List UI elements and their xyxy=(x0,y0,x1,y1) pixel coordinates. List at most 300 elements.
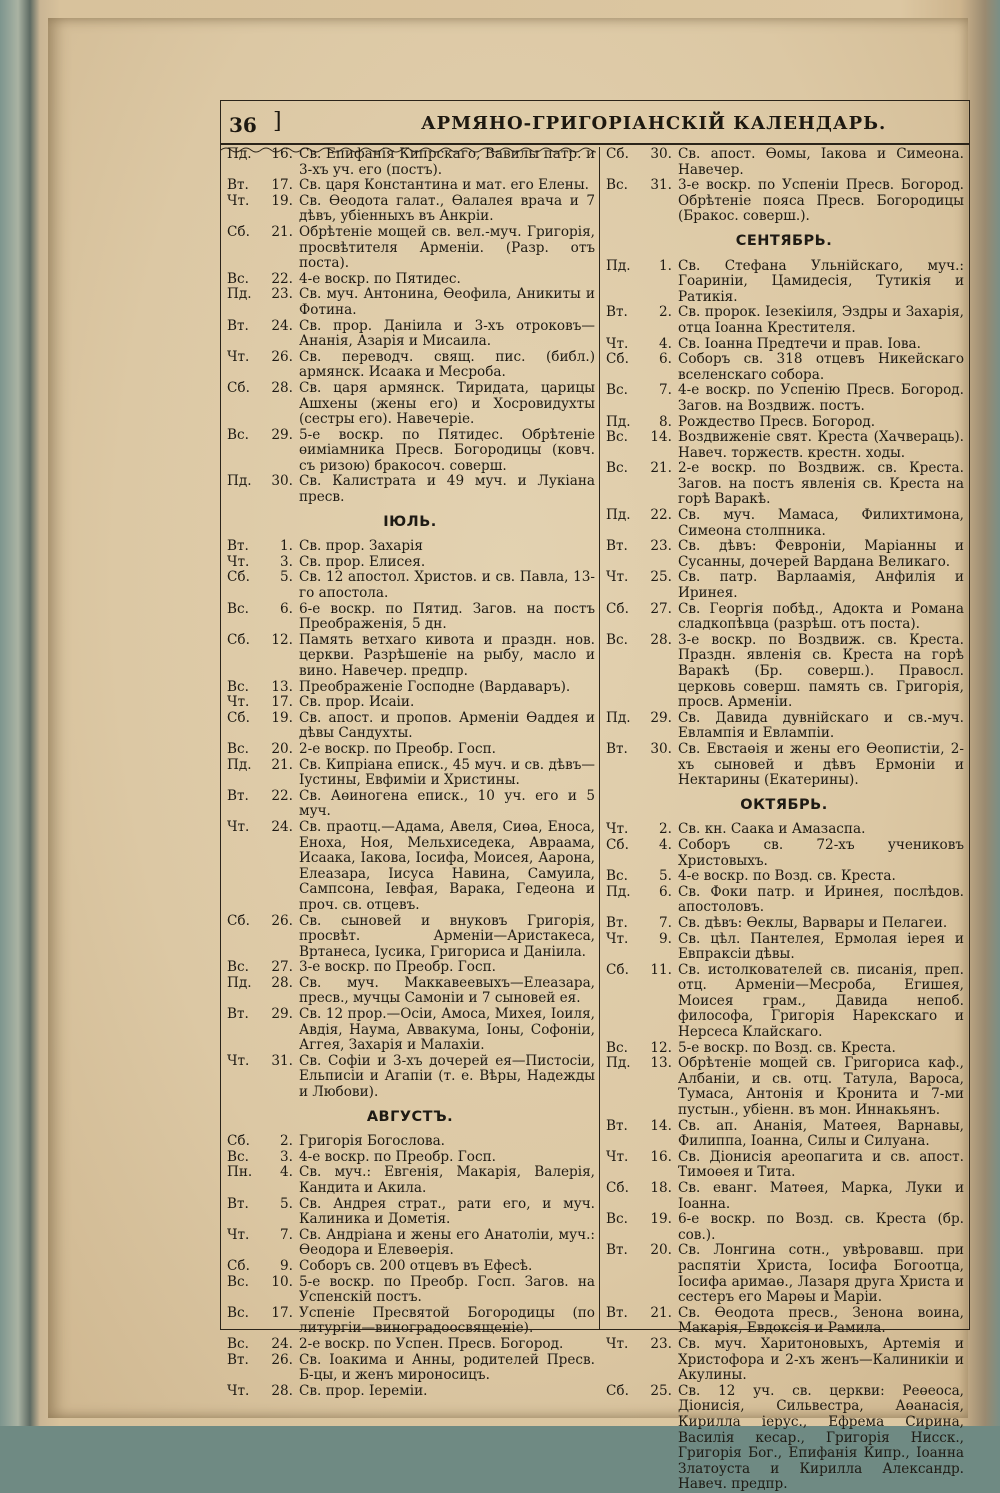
entry-weekday: Сб. xyxy=(227,569,250,586)
entry-weekday: Сб. xyxy=(606,146,629,162)
entry-text: Память ветхаго кивота и праздн. нов. церкви. Разрѣшеніе на рыбу, масло и вино. Навечер. предпр. xyxy=(299,631,595,679)
calendar-entry xyxy=(221,1054,599,1101)
entry-date: 8. xyxy=(659,413,672,430)
calendar-entry xyxy=(221,539,599,555)
calendar-entry xyxy=(600,337,968,353)
entry-text: Св. 12 апостол. Христов. и св. Павла, 13-го апостола. xyxy=(299,569,595,602)
entry-weekday: Сб. xyxy=(606,836,629,853)
entry-text: Св. Давида дувнійскаго и св.-муч. Евлампія и Евлампіи. xyxy=(678,709,964,742)
entry-weekday: Пд. xyxy=(606,1055,631,1072)
entry-date: 29. xyxy=(650,709,672,726)
entry-date: 20. xyxy=(650,1242,672,1259)
entry-text: Св. Кипріана еписк., 45 муч. и св. дѣвъ— Іустины, Евфиміи и Христины. xyxy=(299,756,595,789)
left-column xyxy=(221,146,600,1399)
calendar-entry xyxy=(221,633,599,680)
entry-weekday: Пн. xyxy=(227,1164,253,1181)
calendar-entry xyxy=(600,383,968,414)
entry-date: 21. xyxy=(271,223,293,240)
entry-text: Св. прор. Захарія xyxy=(299,538,423,555)
entry-date: 5. xyxy=(659,868,672,885)
entry-date: 28. xyxy=(271,974,293,991)
calendar-entry xyxy=(221,555,599,571)
entry-date: 21. xyxy=(271,756,293,773)
entry-weekday: Пд. xyxy=(227,756,252,773)
entry-text: Св. патр. Варлаамія, Анфилія и Иринея. xyxy=(678,569,964,602)
month-heading: ІЮЛЬ. xyxy=(383,513,437,530)
calendar-entry xyxy=(221,272,599,288)
entry-date: 17. xyxy=(271,177,293,194)
entry-weekday: Вт. xyxy=(227,177,249,194)
calendar-entry xyxy=(600,1181,968,1212)
calendar-entry xyxy=(221,1007,599,1054)
entry-date: 23. xyxy=(650,538,672,555)
calendar-entry xyxy=(600,539,968,570)
calendar-entry xyxy=(600,305,968,336)
entry-text: Св. 12 прор.—Осіи, Амоса, Михея, Іоиля, Авдія, Наума, Аввакума, Іоны, Софоніи, Аггея, Захарія и Малахіи. xyxy=(299,1006,595,1054)
entry-weekday: Пд. xyxy=(227,146,252,162)
calendar-entry xyxy=(600,885,968,916)
entry-weekday: Чт. xyxy=(227,553,250,570)
entry-text: 2-е воскр. по Преобр. Госп. xyxy=(299,740,496,757)
entry-text: Св. дѣвъ: Февроніи, Маріанны и Сусанны, дочерей Вардана Великаго. xyxy=(678,538,964,570)
calendar-entry xyxy=(221,976,599,1007)
entry-date: 16. xyxy=(271,146,293,162)
entry-text: Св. сыновей и внуковъ Григорія, просвѣт. Арменіи—Аристакеса, Вртанеса, Іусика, Григориса и Даніила. xyxy=(299,912,595,960)
entry-text: Св. Лонгина сотн., увѣровавш. при распятіи Христа, Іосифа Богоотца, Іосифа аримаө., Лазаря друга Христа и сестеръ его Марөы и Маріи. xyxy=(678,1242,964,1306)
entry-weekday: Вт. xyxy=(606,538,628,555)
entry-weekday: Чт. xyxy=(227,1226,250,1243)
entry-weekday: Вт. xyxy=(227,787,249,804)
calendar-entry xyxy=(600,916,968,932)
calendar-entry xyxy=(221,194,599,225)
calendar-entry xyxy=(600,633,968,711)
month-heading: ОКТЯБРЬ. xyxy=(740,796,828,813)
entry-date: 3. xyxy=(280,1148,293,1165)
entry-weekday: Пд. xyxy=(606,709,631,726)
entry-date: 22. xyxy=(271,787,293,804)
entry-text: Св. Іоакима и Анны, родителей Пресв. Б-цы, и женъ мироносицъ. xyxy=(299,1351,595,1384)
entry-date: 19. xyxy=(650,1211,672,1228)
entry-text: 6-е воскр. по Возд. св. Креста (бр. сов.). xyxy=(678,1211,964,1243)
calendar-entry xyxy=(221,914,599,961)
calendar-entry xyxy=(600,1056,968,1118)
entry-text: Св. апост. Өомы, Іакова и Симеона. Навечер. xyxy=(678,146,964,178)
entry-weekday: Вт. xyxy=(606,1117,628,1134)
entry-weekday: Чт. xyxy=(606,1148,629,1165)
entry-weekday: Вс. xyxy=(227,740,249,757)
entry-weekday: Сб. xyxy=(227,1133,250,1150)
entry-date: 1. xyxy=(280,538,293,555)
entry-weekday: Вс. xyxy=(227,959,249,976)
entry-weekday: Вт. xyxy=(606,1242,628,1259)
entry-date: 1. xyxy=(659,257,672,274)
entry-weekday: Вт. xyxy=(606,740,628,757)
entry-text: Св. царя Константина и мат. его Елены. xyxy=(299,177,589,194)
entry-date: 3. xyxy=(280,553,293,570)
entry-text: Св. Өеодота галат., Өалалея врача и 7 дѣвъ, убіенныхъ въ Анкріи. xyxy=(299,192,595,225)
entry-weekday: Вс. xyxy=(227,678,249,695)
entry-text: Соборъ св. 200 отцевъ въ Ефесѣ. xyxy=(299,1257,533,1274)
entry-text: Св. переводч. свящ. пис. (библ.) армянск. Исаака и Месроба. xyxy=(299,348,595,381)
entry-text: 5-е воскр. по Пятидес. Обрѣтеніе өиміамника Пресв. Богородицы (ковч. съ ризою) бракосоч. соверш. xyxy=(299,426,595,474)
calendar-entry xyxy=(221,960,599,976)
calendar-entry xyxy=(600,742,968,789)
entry-text: Св. прор. Елисея. xyxy=(299,553,426,570)
entry-text: Св. Епифанія Кипрскаго, Вавилы патр. и 3-хъ уч. его (постъ). xyxy=(299,146,595,178)
calendar-entry xyxy=(600,1041,968,1057)
calendar-entry xyxy=(221,147,599,178)
entry-date: 30. xyxy=(271,473,293,490)
calendar-entry xyxy=(221,1197,599,1228)
calendar-entry xyxy=(600,430,968,461)
calendar-entry xyxy=(221,695,599,711)
calendar-entry xyxy=(221,319,599,350)
entry-weekday: Сб. xyxy=(606,1382,629,1399)
entry-text: Соборъ св. 318 отцевъ Никейскаго вселенскаго собора. xyxy=(678,351,964,383)
calendar-entry xyxy=(600,570,968,601)
calendar-entry xyxy=(221,1275,599,1306)
entry-weekday: Вс. xyxy=(606,429,628,446)
entry-date: 30. xyxy=(650,146,672,162)
entry-date: 26. xyxy=(271,1351,293,1368)
entry-weekday: Сб. xyxy=(606,600,629,617)
book-page xyxy=(48,18,968,1493)
entry-date: 6. xyxy=(280,600,293,617)
calendar-entry xyxy=(221,1259,599,1275)
page-number-bracket: ] xyxy=(273,109,282,134)
entry-weekday: Сб. xyxy=(606,1180,629,1196)
entry-text: Св. царя армянск. Тиридата, царицы Ашхены (жены его) и Хосровидухты (сестры его). Навечеріе. xyxy=(299,379,595,428)
entry-date: 21. xyxy=(650,460,672,477)
entry-date: 16. xyxy=(650,1148,672,1165)
calendar-entry xyxy=(221,1384,599,1400)
calendar-entry xyxy=(600,1306,968,1337)
calendar-entry xyxy=(221,1150,599,1166)
calendar-entry xyxy=(221,1337,599,1353)
entry-weekday: Пд. xyxy=(606,257,631,274)
calendar-entry xyxy=(600,1384,968,1493)
entry-text: Св. муч. Мамаса, Филихтимона, Симеона столпника. xyxy=(678,507,964,539)
entry-weekday: Вт. xyxy=(227,1351,249,1368)
entry-weekday: Вс. xyxy=(606,868,628,885)
entry-date: 9. xyxy=(280,1257,293,1274)
entry-date: 6. xyxy=(659,351,672,368)
entry-date: 14. xyxy=(650,429,672,446)
entry-text: Св. пророк. Іезекіиля, Эздры и Захарія, отца Іоанна Крестителя. xyxy=(678,304,964,336)
entry-text: Григорія Богослова. xyxy=(299,1133,446,1150)
month-heading: АВГУСТЪ. xyxy=(366,1108,454,1125)
entry-text: Св. муч.: Евгенія, Макарія, Валерія, Кандита и Акила. xyxy=(299,1164,595,1196)
entry-date: 31. xyxy=(271,1052,293,1069)
entry-weekday: Пд. xyxy=(227,473,252,490)
right-column xyxy=(600,146,968,1493)
entry-date: 24. xyxy=(271,1335,293,1352)
calendar-entry xyxy=(221,711,599,742)
entry-text: Св. муч. Антонина, Өеофила, Аникиты и Фотина. xyxy=(299,286,595,318)
calendar-entry xyxy=(221,742,599,758)
entry-weekday: Вс. xyxy=(606,1039,628,1056)
entry-text: 4-е воскр. по Пятидес. xyxy=(299,270,461,287)
entry-text: 3-е воскр. по Успеніи Пресв. Богород. Обрѣтеніе пояса Пресв. Богородицы (Бракос. соверш.). xyxy=(678,177,964,225)
calendar-entry xyxy=(600,711,968,742)
entry-weekday: Пд. xyxy=(606,507,631,524)
page-header xyxy=(221,101,969,145)
entry-weekday: Вс. xyxy=(227,1148,249,1165)
entry-weekday: Пд. xyxy=(227,286,252,303)
entry-weekday: Вс. xyxy=(606,631,628,648)
calendar-entry xyxy=(221,1353,599,1384)
calendar-entry xyxy=(600,1119,968,1150)
entry-date: 22. xyxy=(650,507,672,524)
entry-date: 7. xyxy=(659,382,672,399)
calendar-entry xyxy=(221,381,599,428)
entry-text: Св. дѣвъ: Өеклы, Варвары и Пелагеи. xyxy=(678,914,948,931)
calendar-entry xyxy=(600,932,968,963)
entry-weekday: Сб. xyxy=(606,351,629,368)
calendar-entry xyxy=(221,820,599,914)
entry-date: 19. xyxy=(271,192,293,209)
entry-text: Св. истолкователей св. писанія, преп. отц. Арменіи—Месроба, Егишея, Моисея грам., Давида непоб. философа, Григорія Нарекскаго и Нерсеса Клайскаго. xyxy=(678,961,964,1041)
calendar-entry xyxy=(600,461,968,508)
entry-text: Св. Калистрата и 49 муч. и Лукіана пресв. xyxy=(299,473,595,506)
entry-text: Св. прор. Іереміи. xyxy=(299,1382,428,1399)
entry-text: Воздвиженіе свят. Креста (Хачвераць). Навеч. торжеств. крестн. ходы. xyxy=(678,429,964,461)
calendar-entry xyxy=(600,147,968,178)
entry-weekday: Вт. xyxy=(606,914,628,931)
entry-text: Соборъ св. 72-хъ учениковъ Христовыхъ. xyxy=(678,836,964,869)
entry-weekday: Чт. xyxy=(606,1335,629,1352)
entry-text: Св. Фоки патр. и Иринея, послѣдов. апостоловъ. xyxy=(678,883,964,916)
entry-text: 5-е воскр. по Преобр. Госп. Загов. на Успенскій постъ. xyxy=(299,1273,595,1306)
entry-date: 19. xyxy=(271,709,293,726)
entry-weekday: Вс. xyxy=(227,600,249,617)
entry-text: Св. Стефана Ульнійскаго, муч.: Гоариніи, Цамидесія, Тутикія и Ратикія. xyxy=(678,257,964,305)
calendar-entry xyxy=(221,225,599,272)
calendar-entry xyxy=(600,838,968,869)
entry-weekday: Пд. xyxy=(606,883,631,900)
entry-weekday: Чт. xyxy=(227,192,250,209)
entry-date: 21. xyxy=(650,1304,672,1321)
entry-text: Св. прор. Исаіи. xyxy=(299,694,415,711)
entry-date: 25. xyxy=(650,1382,672,1399)
entry-weekday: Чт. xyxy=(606,821,629,838)
entry-text: 2-е воскр. по Воздвиж. св. Креста. Загов. на постъ явленія св. Креста на горѣ Варакѣ. xyxy=(678,460,964,508)
entry-weekday: Вс. xyxy=(606,460,628,477)
entry-weekday: Вт. xyxy=(227,538,249,555)
entry-text: Св. Өеодота пресв., Зенона воина, Макарія, Евдоксія и Рамила. xyxy=(678,1304,964,1337)
entry-date: 26. xyxy=(271,912,293,929)
entry-date: 11. xyxy=(650,961,672,978)
entry-date: 22. xyxy=(271,270,293,287)
entry-text: Обрѣтеніе мощей св. Григориса каф., Албаніи, и св. отц. Татула, Вароса, Тумаса, Антонія и Кронита и 7-ми пустын., убіенн. въ мон. Иннакьянъ. xyxy=(678,1055,964,1119)
running-title: АРМЯНО-ГРИГОРІАНСКІЙ КАЛЕНДАРЬ. xyxy=(421,113,887,134)
entry-weekday: Вс. xyxy=(227,1273,249,1290)
calendar-entry xyxy=(600,415,968,431)
calendar-entry xyxy=(221,570,599,601)
calendar-entry xyxy=(600,1243,968,1305)
entry-text: 2-е воскр. по Успен. Пресв. Богород. xyxy=(299,1335,564,1352)
entry-date: 2. xyxy=(659,304,672,321)
entry-weekday: Чт. xyxy=(606,569,629,586)
entry-text: Св. Евстаөія и жены его Өеопистіи, 2-хъ сыновей и дѣвъ Ермоніи и Нектарины (Екатерины). xyxy=(678,740,964,789)
entry-text: Св. муч. Маккавеевыхъ—Елеазара, пресв., мучцы Самоніи и 7 сыновей ея. xyxy=(299,974,595,1007)
entry-weekday: Вс. xyxy=(227,1304,249,1321)
entry-text: Св. Георгія побѣд., Адокта и Романа сладкопѣвца (разрѣш. отъ поста). xyxy=(678,600,964,633)
entry-date: 28. xyxy=(650,631,672,648)
calendar-entry xyxy=(221,1165,599,1196)
entry-date: 6. xyxy=(659,883,672,900)
entry-weekday: Вт. xyxy=(227,1195,249,1212)
entry-weekday: Чт. xyxy=(227,818,250,835)
calendar-entry xyxy=(221,1306,599,1337)
calendar-entry xyxy=(221,350,599,381)
calendar-entry xyxy=(221,474,599,505)
entry-text: Успеніе Пресвятой Богородицы (по литургіи—виноградоосвященіе). xyxy=(299,1304,595,1337)
entry-date: 31. xyxy=(650,177,672,194)
entry-text: Св. еванг. Матөея, Марка, Луки и Іоанна. xyxy=(678,1180,964,1212)
entry-weekday: Вт. xyxy=(606,1304,628,1321)
entry-date: 29. xyxy=(271,426,293,443)
entry-text: 4-е воскр. по Возд. св. Креста. xyxy=(678,868,896,885)
entry-date: 20. xyxy=(271,740,293,757)
entry-date: 5. xyxy=(280,569,293,586)
entry-date: 27. xyxy=(271,959,293,976)
entry-date: 4. xyxy=(280,1164,293,1181)
entry-date: 24. xyxy=(271,818,293,835)
entry-weekday: Вс. xyxy=(227,1335,249,1352)
entry-date: 18. xyxy=(650,1180,672,1196)
calendar-entry xyxy=(600,178,968,225)
entry-text: 3-е воскр. по Воздвиж. св. Креста. Праздн. явленія св. Креста на горѣ Варакѣ (Бр. соверш.). Правосл. церковь соверш. память св. Григорія, просв. Арменіи. xyxy=(678,631,964,711)
entry-date: 10. xyxy=(271,1273,293,1290)
calendar-entry xyxy=(600,1337,968,1384)
entry-text: Св. праотц.—Адама, Авеля, Сиөа, Еноса, Еноха, Ноя, Мельхиседека, Авраама, Исаака, Іакова, Іосифа, Моисея, Аарона, Елеазара, Іисуса Навина, Самуила, Сампсона, Іевфая, Варака, Гедеона и проч. св. отцевъ. xyxy=(299,818,595,913)
entry-date: 9. xyxy=(659,930,672,947)
calendar-entry xyxy=(221,287,599,318)
calendar-entry xyxy=(221,680,599,696)
entry-date: 7. xyxy=(280,1226,293,1243)
entry-date: 2. xyxy=(280,1133,293,1150)
entry-text: Св. кн. Саака и Амазаспа. xyxy=(678,821,866,838)
entry-text: Св. 12 уч. св. церкви: Реөеоса, Діонисія, Сильвестра, Аөанасія, Кирилла іерус., Ефрема Сирина, Василія кесар., Григорія Нисск., Григорія Бог., Епифанія Кипр., Іоанна Златоуста и Кирилла Александр. Навеч. предпр. xyxy=(678,1382,964,1493)
entry-date: 26. xyxy=(271,348,293,365)
entry-weekday: Сб. xyxy=(227,709,250,726)
entry-weekday: Вт. xyxy=(227,1006,249,1023)
entry-weekday: Пд. xyxy=(606,413,631,430)
entry-weekday: Сб. xyxy=(227,223,250,240)
entry-text: Св. апост. и пропов. Арменіи Өаддея и дѣвы Сандухты. xyxy=(299,709,595,742)
entry-text: Обрѣтеніе мощей св. вел.-муч. Григорія, просвѣтителя Арменіи. (Разр. отъ поста). xyxy=(299,223,595,272)
entry-weekday: Чт. xyxy=(606,335,629,352)
entry-date: 4. xyxy=(659,836,672,853)
page-frame xyxy=(220,100,970,1493)
entry-text: 3-е воскр. по Преобр. Госп. xyxy=(299,959,496,976)
entry-text: 6-е воскр. по Пятид. Загов. на постъ Преображенія, 5 дн. xyxy=(299,600,595,633)
month-heading: СЕНТЯБРЬ. xyxy=(735,232,833,249)
calendar-entry xyxy=(600,822,968,838)
entry-text: 4-е воскр. по Успенію Пресв. Богород. Загов. на Воздвиж. постъ. xyxy=(678,382,964,414)
entry-weekday: Чт. xyxy=(227,694,250,711)
calendar-entry xyxy=(221,1134,599,1150)
entry-weekday: Чт. xyxy=(227,1052,250,1069)
entry-text: Св. Аөиногена еписк., 10 уч. его и 5 муч. xyxy=(299,787,595,820)
entry-date: 28. xyxy=(271,1382,293,1399)
entry-date: 17. xyxy=(271,1304,293,1321)
entry-text: Св. Софіи и 3-хъ дочерей ея—Пистосіи, Ельписіи и Агапіи (т. е. Вѣры, Надежды и Любови). xyxy=(299,1052,595,1101)
entry-date: 25. xyxy=(650,569,672,586)
calendar-entry xyxy=(221,789,599,820)
entry-date: 29. xyxy=(271,1006,293,1023)
entry-text: 4-е воскр. по Преобр. Госп. xyxy=(299,1148,496,1165)
entry-weekday: Сб. xyxy=(227,912,250,929)
entry-weekday: Сб. xyxy=(227,379,250,396)
entry-text: Св. Андріана и жены его Анатоліи, муч.: Өеодора и Елевөерія. xyxy=(299,1226,595,1259)
entry-date: 23. xyxy=(650,1335,672,1352)
entry-weekday: Сб. xyxy=(227,631,250,648)
entry-date: 12. xyxy=(271,631,293,648)
entry-text: 5-е воскр. по Возд. св. Креста. xyxy=(678,1039,896,1056)
entry-date: 13. xyxy=(650,1055,672,1072)
entry-date: 23. xyxy=(271,286,293,303)
entry-weekday: Вс. xyxy=(227,426,249,443)
entry-text: Св. Діонисія ареопагита и св. апост. Тимоөея и Тита. xyxy=(678,1148,964,1181)
entry-text: Преображеніе Господне (Вардаваръ). xyxy=(299,678,571,695)
entry-weekday: Вс. xyxy=(227,270,249,287)
entry-weekday: Чт. xyxy=(227,1382,250,1399)
calendar-entry xyxy=(221,178,599,194)
entry-weekday: Сб. xyxy=(606,961,629,978)
entry-text: Св. прор. Даніила и 3-хъ отроковъ—Ананія, Азарія и Мисаила. xyxy=(299,317,595,350)
entry-weekday: Вс. xyxy=(606,177,628,194)
calendar-entry xyxy=(600,259,968,306)
entry-weekday: Вс. xyxy=(606,1211,628,1228)
calendar-entry xyxy=(600,1212,968,1243)
entry-date: 13. xyxy=(271,678,293,695)
calendar-entry xyxy=(600,352,968,383)
entry-text: Св. ап. Ананія, Матөея, Варнавы, Филиппа, Іоанна, Силы и Силуана. xyxy=(678,1117,964,1150)
calendar-entry xyxy=(600,869,968,885)
entry-date: 24. xyxy=(271,317,293,334)
entry-weekday: Вт. xyxy=(606,304,628,321)
calendar-entry xyxy=(600,508,968,539)
entry-text: Св. цѣл. Пантелея, Ермолая іерея и Евпраксіи дѣвы. xyxy=(678,930,964,963)
calendar-entry xyxy=(221,758,599,789)
entry-weekday: Вт. xyxy=(227,317,249,334)
entry-weekday: Вс. xyxy=(606,382,628,399)
entry-date: 14. xyxy=(650,1117,672,1134)
entry-text: Рождество Пресв. Богород. xyxy=(678,413,876,430)
entry-date: 30. xyxy=(650,740,672,757)
entry-weekday: Чт. xyxy=(606,930,629,947)
entry-date: 2. xyxy=(659,821,672,838)
entry-text: Св. Іоанна Предтечи и прав. Іова. xyxy=(678,335,921,352)
entry-text: Св. Андрея страт., рати его, и муч. Калиника и Дометія. xyxy=(299,1195,595,1228)
entry-date: 27. xyxy=(650,600,672,617)
page-number: 36 xyxy=(229,113,257,137)
calendar-entry xyxy=(600,963,968,1041)
entry-text: Св. муч. Харитоновыхъ, Артемія и Христофора и 2-хъ женъ—Калиникіи и Акулины. xyxy=(678,1335,964,1384)
calendar-entry xyxy=(600,602,968,633)
calendar-entry xyxy=(221,1228,599,1259)
entry-date: 28. xyxy=(271,379,293,396)
calendar-entry xyxy=(221,602,599,633)
entry-date: 4. xyxy=(659,335,672,352)
calendar-entry xyxy=(600,1150,968,1181)
entry-date: 7. xyxy=(659,914,672,931)
entry-date: 17. xyxy=(271,694,293,711)
entry-date: 12. xyxy=(650,1039,672,1056)
entry-date: 5. xyxy=(280,1195,293,1212)
